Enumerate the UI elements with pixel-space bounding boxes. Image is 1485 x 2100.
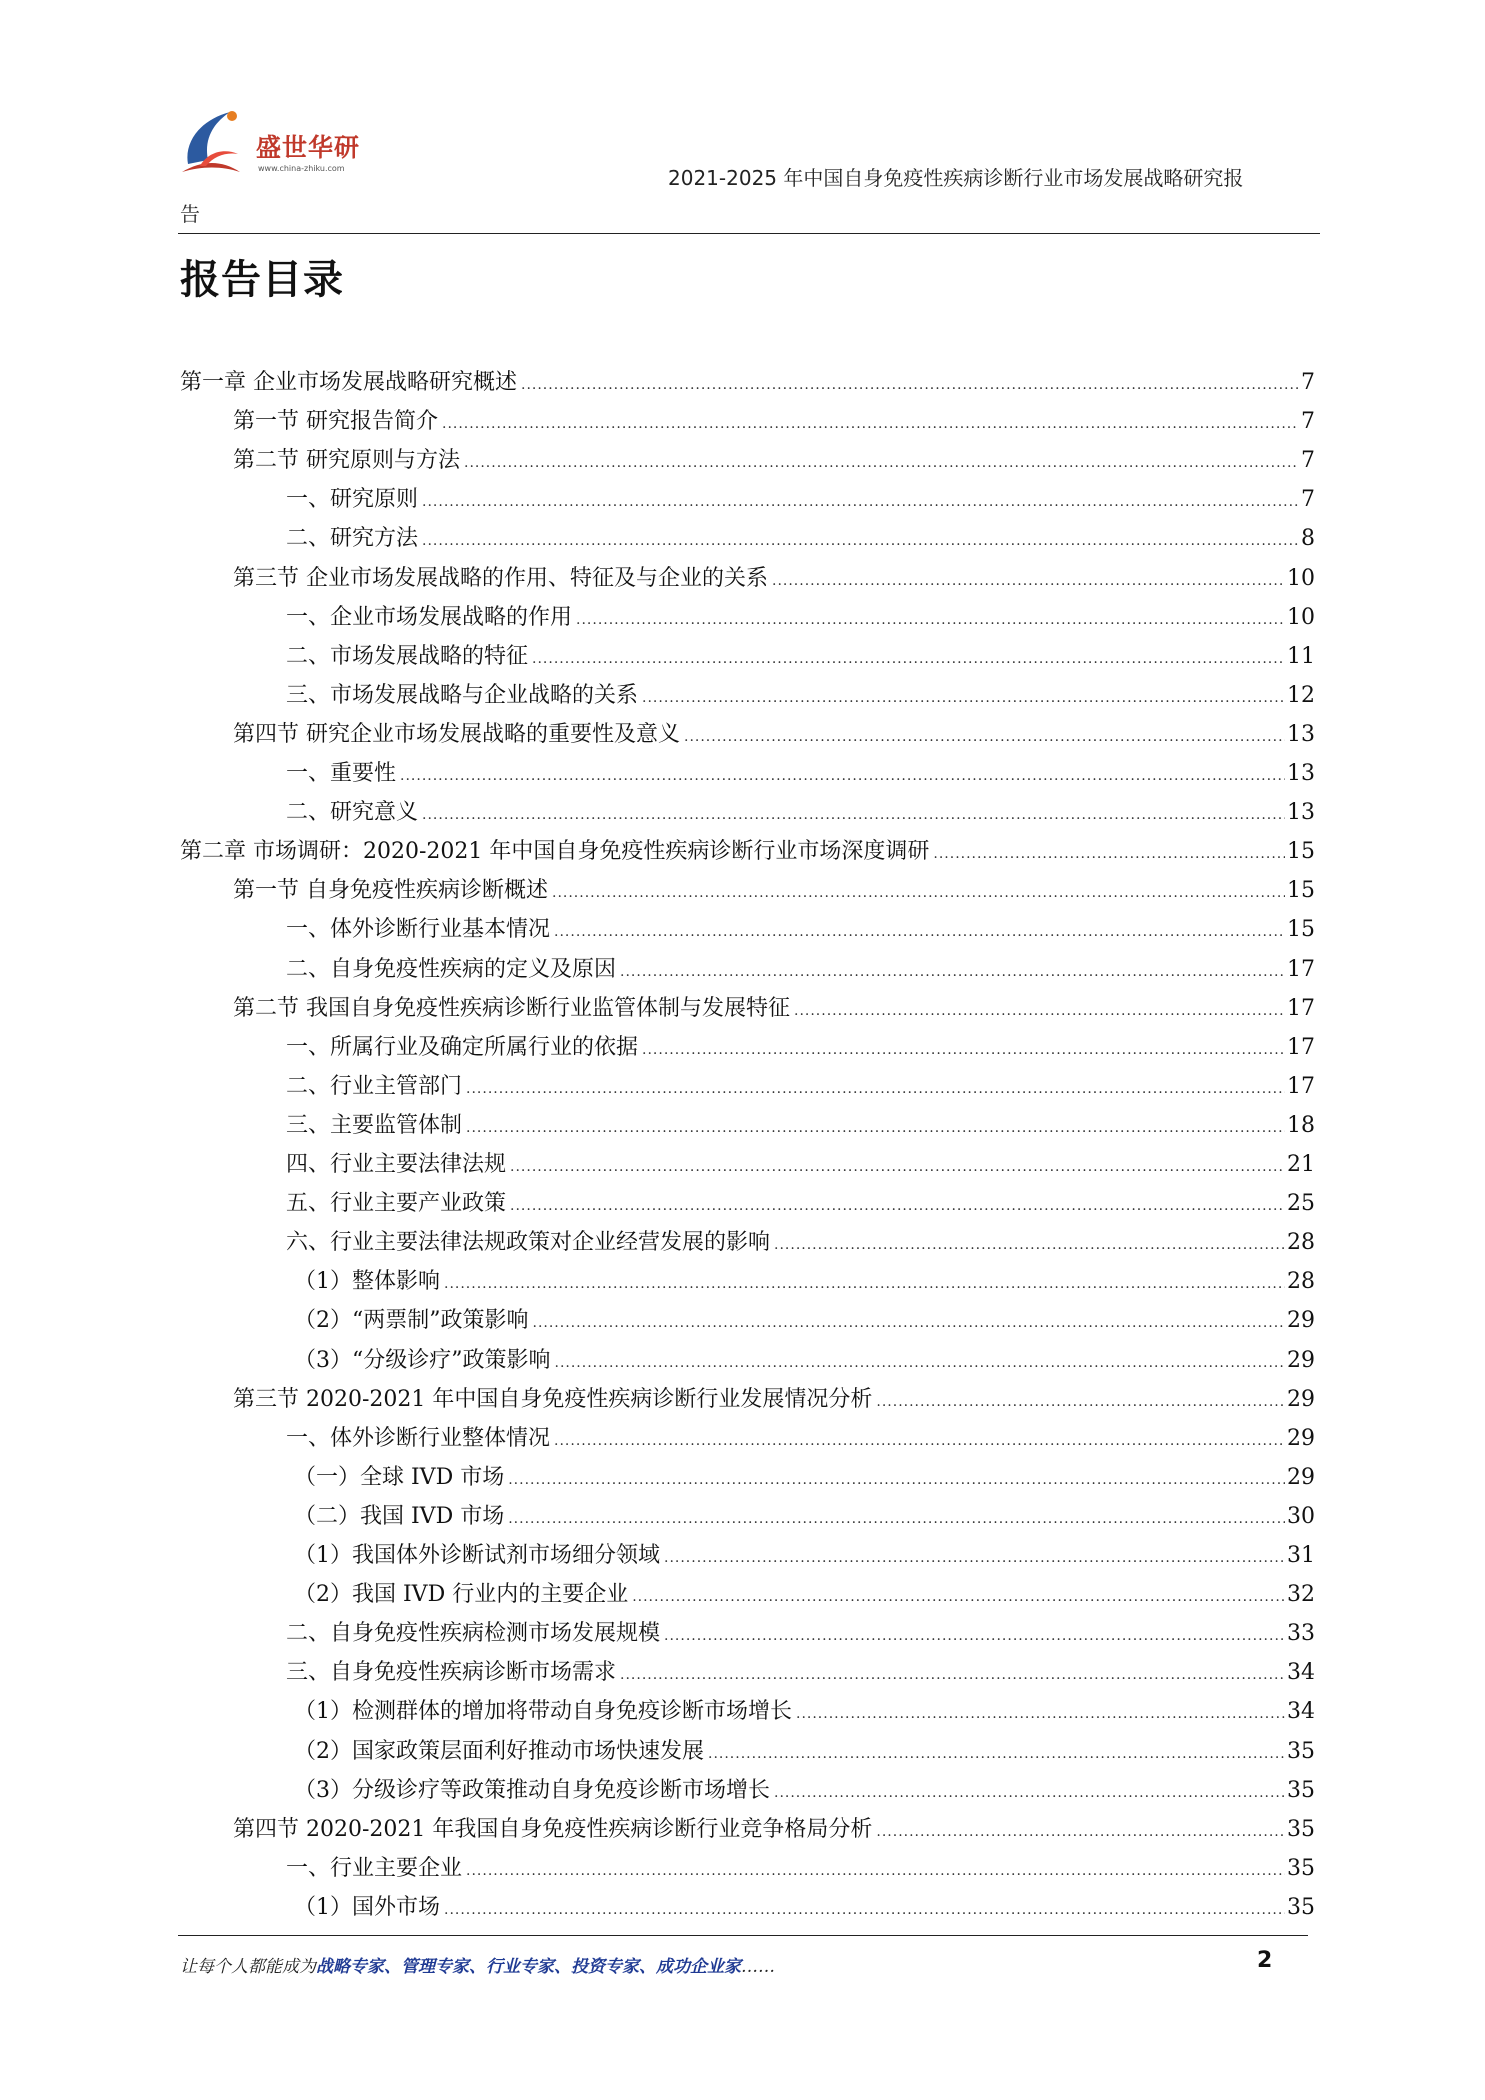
toc-leader-dots (422, 522, 1299, 561)
toc-entry[interactable] (180, 363, 1315, 402)
toc-entry-title: （1）我国体外诊断试剂市场细分领域 (294, 1543, 660, 1568)
toc-entry-page: 30 (1287, 1503, 1315, 1529)
toc-entry[interactable] (286, 1614, 1315, 1653)
toc-entry-page: 21 (1287, 1152, 1315, 1177)
toc-entry-page: 29 (1287, 1386, 1315, 1412)
toc-entry[interactable] (286, 519, 1315, 558)
toc-entry[interactable] (233, 402, 1315, 441)
toc-entry[interactable] (294, 1301, 1315, 1340)
toc-entry[interactable] (286, 1849, 1315, 1888)
toc-entry-title: 二、自身免疫性疾病的定义及原因 (286, 956, 617, 982)
toc-leader-dots (442, 405, 1299, 444)
toc-leader-dots (620, 953, 1285, 992)
toc-entry[interactable] (233, 559, 1315, 598)
toc-leader-dots (555, 1344, 1286, 1383)
toc-entry-page: 17 (1287, 956, 1315, 982)
toc-entry[interactable] (286, 676, 1315, 715)
brand-name: 盛世华研 (256, 133, 361, 162)
toc-leader-dots (552, 874, 1285, 913)
toc-entry[interactable] (294, 1888, 1315, 1927)
toc-entry-page: 10 (1287, 604, 1315, 630)
toc-leader-dots (464, 444, 1299, 483)
toc-leader-dots (554, 1422, 1285, 1461)
toc-entry-page: 7 (1301, 448, 1315, 474)
toc-entry-page: 7 (1301, 370, 1315, 395)
toc-leader-dots (422, 483, 1299, 522)
toc-entry[interactable] (294, 1497, 1315, 1536)
toc-leader-dots (444, 1265, 1285, 1304)
toc-entry-title: 三、主要监管体制 (286, 1112, 463, 1138)
toc-entry-page: 13 (1287, 721, 1315, 747)
toc-entry[interactable] (286, 910, 1315, 949)
toc-entry-page: 29 (1287, 1425, 1315, 1451)
toc-leader-dots (774, 1774, 1285, 1813)
toc-entry-title: （2）国家政策层面利好推动市场快速发展 (294, 1738, 704, 1764)
toc-leader-dots (876, 1383, 1285, 1422)
toc-entry-title: 一、行业主要企业 (286, 1855, 463, 1881)
toc-entry-page: 34 (1287, 1660, 1315, 1686)
toc-entry-title: （1）检测群体的增加将带动自身免疫诊断市场增长 (294, 1699, 792, 1725)
toc-entry[interactable] (294, 1575, 1315, 1614)
toc-leader-dots (533, 1304, 1286, 1343)
toc-leader-dots (684, 718, 1285, 757)
toc-entry-page: 28 (1287, 1230, 1315, 1256)
toc-entry[interactable] (294, 1692, 1315, 1731)
toc-entry-page: 15 (1287, 839, 1315, 865)
toc-entry-page: 28 (1287, 1269, 1315, 1295)
toc-entry-title: 三、市场发展战略与企业战略的关系 (286, 682, 639, 708)
toc-entry[interactable] (233, 1380, 1315, 1419)
toc-leader-dots (510, 1187, 1285, 1226)
toc-entry-title: 六、行业主要法律法规政策对企业经营发展的影响 (286, 1230, 771, 1256)
slogan-highlight: 战略专家、管理专家、行业专家、投资专家、成功企业家 (316, 1957, 741, 1977)
toc-leader-dots (532, 640, 1285, 679)
toc-entry-title: 一、所属行业及确定所属行业的依据 (286, 1034, 639, 1060)
toc-entry[interactable] (294, 1341, 1315, 1380)
toc-entry-title: 第二节 我国自身免疫性疾病诊断行业监管体制与发展特征 (233, 995, 790, 1021)
toc-entry-title: 第一章 企业市场发展战略研究概述 (180, 370, 517, 395)
toc-leader-dots (466, 1109, 1285, 1148)
toc-entry-title: （一）全球 IVD 市场 (294, 1464, 505, 1490)
toc-entry-page: 29 (1287, 1347, 1315, 1373)
toc-entry[interactable] (294, 1536, 1315, 1575)
toc-entry[interactable] (294, 1771, 1315, 1810)
toc-entry-title: 五、行业主要产业政策 (286, 1191, 507, 1217)
toc-entry[interactable] (286, 1106, 1315, 1145)
toc-leader-dots (466, 1852, 1285, 1891)
toc-entry-title: 一、重要性 (286, 761, 397, 786)
book-swoosh-icon (178, 102, 258, 182)
toc-leader-dots (632, 1578, 1285, 1617)
toc-entry[interactable] (233, 715, 1315, 754)
footer-divider (178, 1935, 1308, 1936)
toc-entry-page: 35 (1287, 1816, 1315, 1842)
report-title-tail: 告 (180, 202, 200, 226)
toc-leader-dots (510, 1148, 1285, 1187)
toc-entry-page: 13 (1287, 761, 1315, 786)
toc-entry-page: 25 (1287, 1191, 1315, 1217)
toc-entry-title: 第一节 研究报告简介 (233, 409, 438, 435)
toc-entry-title: 一、研究原则 (286, 487, 419, 513)
toc-entry-page: 32 (1287, 1582, 1315, 1608)
toc-entry-title: （二）我国 IVD 市场 (294, 1503, 505, 1529)
toc-entry-page: 11 (1287, 643, 1315, 669)
toc-entry[interactable] (294, 1262, 1315, 1301)
toc-entry[interactable] (286, 793, 1315, 832)
toc-entry[interactable] (286, 1223, 1315, 1262)
toc-entry-title: 三、自身免疫性疾病诊断市场需求 (286, 1660, 617, 1686)
toc-entry-title: 第一节 自身免疫性疾病诊断概述 (233, 878, 548, 904)
toc-entry-page: 35 (1287, 1894, 1315, 1920)
toc-entry-title: （3）“分级诊疗”政策影响 (294, 1347, 551, 1373)
toc-entry-title: 一、体外诊断行业基本情况 (286, 917, 551, 943)
footer-slogan (180, 1952, 775, 1977)
toc-entry[interactable] (286, 1145, 1315, 1184)
toc-entry-page: 35 (1287, 1777, 1315, 1803)
toc-entry-page: 7 (1301, 487, 1315, 513)
toc-entry-page: 29 (1287, 1464, 1315, 1490)
toc-entry-page: 13 (1287, 800, 1315, 826)
toc-entry[interactable] (233, 441, 1315, 480)
toc-entry[interactable] (294, 1458, 1315, 1497)
toc-entry[interactable] (286, 754, 1315, 793)
toc-entry-page: 34 (1287, 1699, 1315, 1725)
toc-entry[interactable] (286, 1653, 1315, 1692)
toc-leader-dots (664, 1539, 1285, 1578)
toc-entry-page: 15 (1287, 878, 1315, 904)
toc-leader-dots (794, 992, 1285, 1031)
toc-entry-page: 10 (1287, 565, 1315, 591)
toc-entry-page: 35 (1287, 1738, 1315, 1764)
toc-leader-dots (620, 1656, 1285, 1695)
toc-entry-title: 二、研究方法 (286, 526, 419, 552)
toc-leader-dots (521, 366, 1299, 405)
toc-entry-title: 第二节 研究原则与方法 (233, 448, 460, 474)
toc-entry[interactable] (286, 1184, 1315, 1223)
toc-leader-dots (774, 1226, 1285, 1265)
toc-leader-dots (508, 1500, 1285, 1539)
toc-leader-dots (642, 1031, 1285, 1070)
toc-entry-title: 四、行业主要法律法规 (286, 1152, 507, 1177)
toc-entry-title: 二、市场发展战略的特征 (286, 643, 529, 669)
toc-entry-title: 二、自身免疫性疾病检测市场发展规模 (286, 1621, 661, 1647)
toc-entry[interactable] (286, 1067, 1315, 1106)
toc-entry-page: 17 (1287, 1073, 1315, 1099)
toc-entry-page: 17 (1287, 995, 1315, 1021)
toc-entry[interactable] (286, 637, 1315, 676)
toc-entry-title: 二、行业主管部门 (286, 1073, 463, 1099)
toc-entry-page: 12 (1287, 682, 1315, 708)
brand-url: www.china-zhiku.com (258, 164, 345, 173)
toc-entry[interactable] (286, 950, 1315, 989)
toc-leader-dots (554, 913, 1285, 952)
toc-entry-page: 17 (1287, 1034, 1315, 1060)
toc-entry[interactable] (286, 480, 1315, 519)
toc-entry-page: 29 (1287, 1308, 1315, 1334)
header-divider (178, 233, 1320, 234)
toc-entry-page: 18 (1287, 1112, 1315, 1138)
toc-entry-page: 31 (1287, 1543, 1315, 1568)
toc-leader-dots (400, 757, 1285, 796)
slogan-prefix: 让每个人都能成为 (180, 1957, 316, 1977)
toc-entry-title: 第四节 2020-2021 年我国自身免疫性疾病诊断行业竞争格局分析 (233, 1816, 873, 1842)
toc-entry-title: 一、体外诊断行业整体情况 (286, 1425, 551, 1451)
toc-leader-dots (708, 1735, 1285, 1774)
toc-entry-title: （1）国外市场 (294, 1894, 440, 1920)
toc-entry-title: 一、企业市场发展战略的作用 (286, 604, 573, 630)
toc-leader-dots (796, 1695, 1285, 1734)
toc-entry[interactable] (286, 598, 1315, 637)
toc-entry-title: 第二章 市场调研：2020-2021 年中国自身免疫性疾病诊断行业市场深度调研 (180, 839, 930, 865)
toc-entry-title: 第三节 企业市场发展战略的作用、特征及与企业的关系 (233, 565, 768, 591)
toc-entry-page: 8 (1301, 526, 1315, 552)
page-title: 报告目录 (180, 257, 344, 303)
toc-entry-page: 35 (1287, 1855, 1315, 1881)
toc-entry-title: （2）“两票制”政策影响 (294, 1308, 529, 1334)
brand-logo (178, 102, 388, 182)
toc-entry-title: 二、研究意义 (286, 800, 419, 826)
toc-entry[interactable] (233, 871, 1315, 910)
toc-entry-title: （1）整体影响 (294, 1269, 440, 1295)
toc-entry[interactable] (286, 1419, 1315, 1458)
toc-leader-dots (444, 1891, 1285, 1930)
toc-entry-title: 第三节 2020-2021 年中国自身免疫性疾病诊断行业发展情况分析 (233, 1386, 873, 1412)
toc-entry-page: 7 (1301, 409, 1315, 435)
page-number: 2 (1257, 1948, 1273, 1973)
toc-entry[interactable] (233, 989, 1315, 1028)
toc-entry[interactable] (233, 1810, 1315, 1849)
toc-leader-dots (876, 1813, 1285, 1852)
toc-entry-page: 33 (1287, 1621, 1315, 1647)
toc-leader-dots (422, 796, 1285, 835)
toc-entry-title: （3）分级诊疗等政策推动自身免疫诊断市场增长 (294, 1777, 770, 1803)
slogan-suffix: …… (741, 1957, 775, 1977)
toc-leader-dots (664, 1617, 1285, 1656)
toc-entry[interactable] (286, 1028, 1315, 1067)
toc-entry[interactable] (180, 832, 1315, 871)
toc-entry-page: 15 (1287, 917, 1315, 943)
report-title: 2021-2025 年中国自身免疫性疾病诊断行业市场发展战略研究报 (668, 166, 1244, 190)
toc-leader-dots (642, 679, 1285, 718)
toc-leader-dots (576, 601, 1285, 640)
toc-leader-dots (508, 1461, 1285, 1500)
toc-entry-title: （2）我国 IVD 行业内的主要企业 (294, 1582, 629, 1608)
toc-leader-dots (772, 562, 1285, 601)
toc-leader-dots (466, 1070, 1285, 1109)
toc-entry[interactable] (294, 1732, 1315, 1771)
toc-entry-title: 第四节 研究企业市场发展战略的重要性及意义 (233, 721, 680, 747)
toc-leader-dots (933, 835, 1285, 874)
